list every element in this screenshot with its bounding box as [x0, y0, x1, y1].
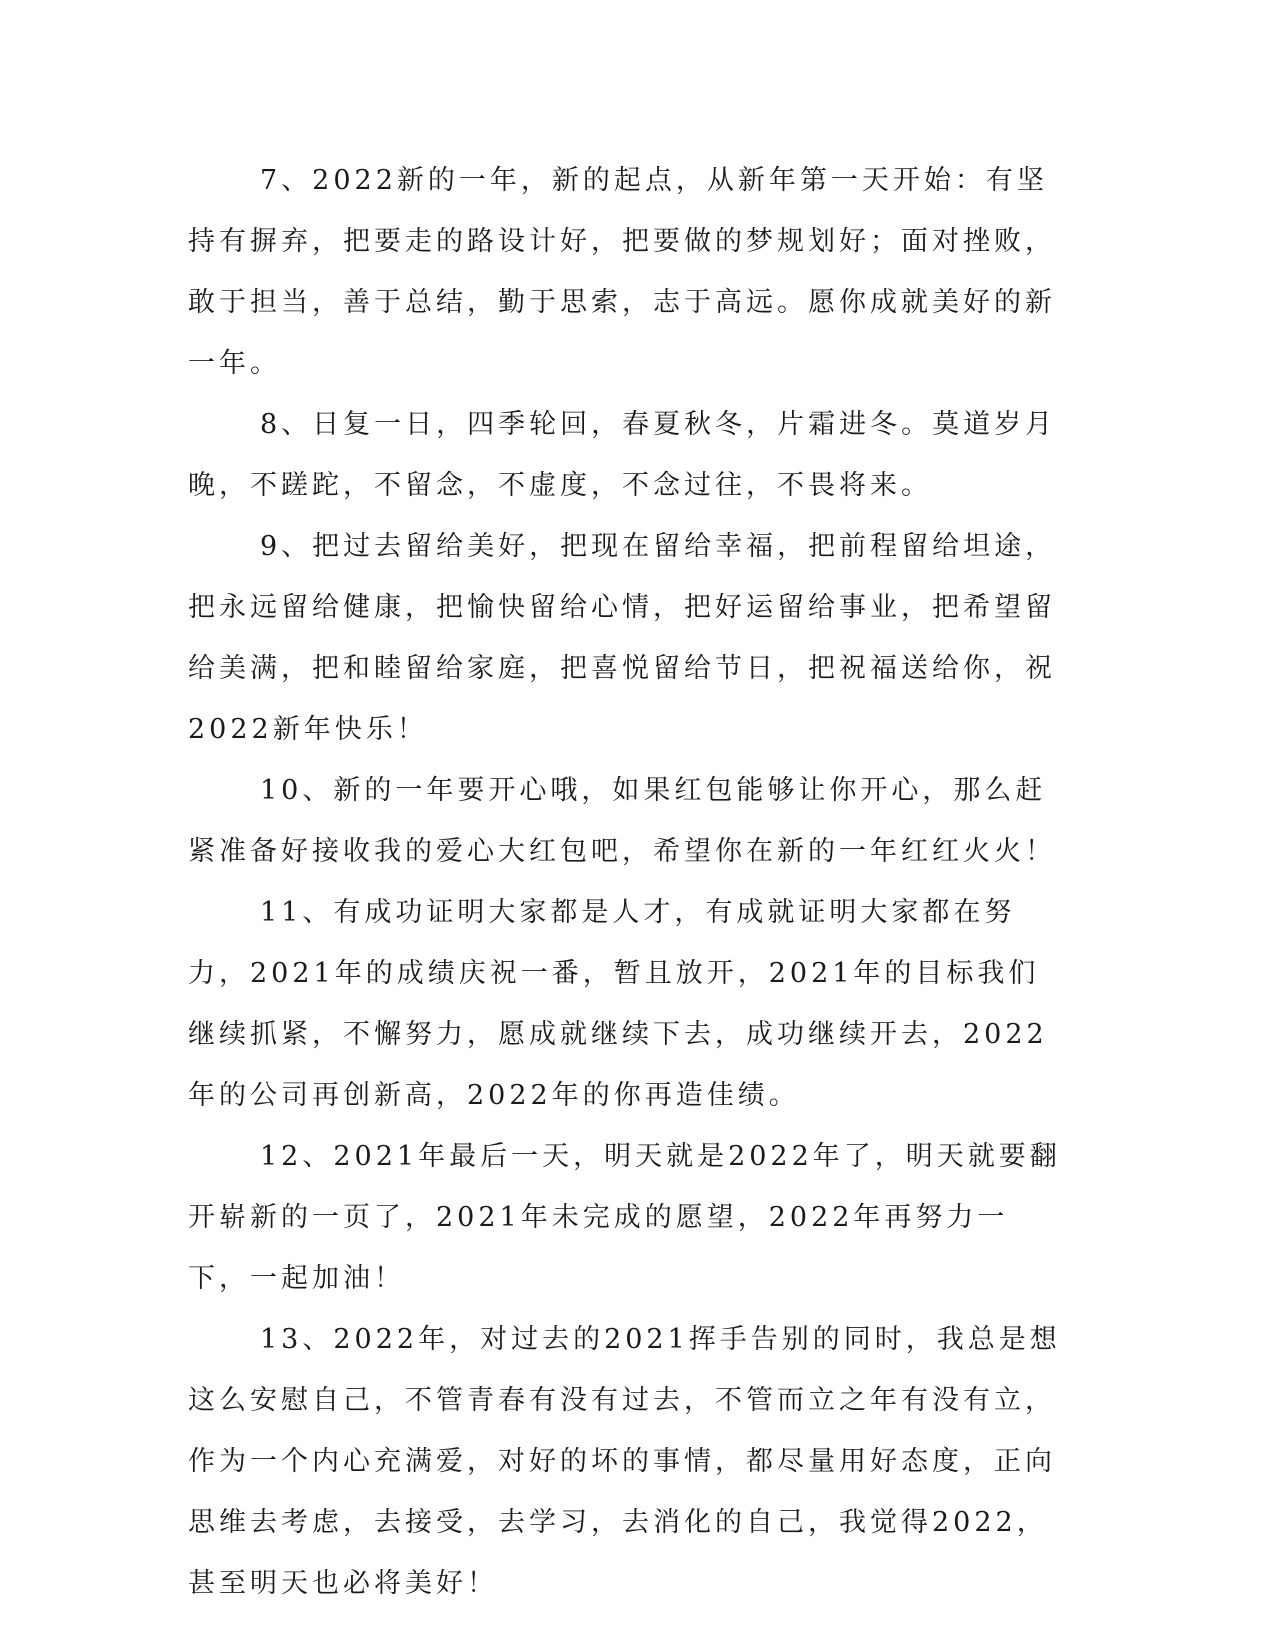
- paragraph-7: 7、2022新的一年，新的起点，从新年第一天开始：有坚持有摒弃，把要走的路设计好，把要做的梦规划好；面对挫败，敢于担当，善于总结，勤于思索，志于高远。愿你成就美好的新一年。: [188, 165, 1056, 379]
- paragraph-12: 12、2021年最后一天，明天就是2022年了，明天就要翻开崭新的一页了，2021年未完成的愿望，2022年再努力一下，一起加油！: [188, 1141, 1061, 1294]
- document-body: [188, 150, 1068, 1614]
- paragraph-13: 13、2022年，对过去的2021挥手告别的同时，我总是想这么安慰自己，不管青春有没有过去，不管而立之年有没有立，作为一个内心充满爱，对好的坏的事情，都尽量用好态度，正向思维去考虑，去接受，去学习，去消化的自己，我觉得2022，甚至明天也必将美好！: [188, 1324, 1061, 1599]
- paragraph-9: 9、把过去留给美好，把现在留给幸福，把前程留给坦途，把永远留给健康，把愉快留给心情，把好运留给事业，把希望留给美满，把和睦留给家庭，把喜悦留给节日，把祝福送给你，祝2022新年快乐！: [188, 531, 1057, 745]
- paragraph-11: 11、有成功证明大家都是人才，有成就证明大家都在努力，2021年的成绩庆祝一番，暂且放开，2021年的目标我们继续抓紧，不懈努力，愿成就继续下去，成功继续开去，2022年的公司再创新高，2022年的你再造佳绩。: [188, 897, 1048, 1111]
- paragraph-10: 10、新的一年要开心哦，如果红包能够让你开心，那么赶紧准备好接收我的爱心大红包吧，希望你在新的一年红红火火！: [188, 775, 1056, 867]
- paragraph-8: 8、日复一日，四季轮回，春夏秋冬，片霜进冬。莫道岁月晚，不蹉跎，不留念，不虚度，不念过往，不畏将来。: [188, 409, 1057, 501]
